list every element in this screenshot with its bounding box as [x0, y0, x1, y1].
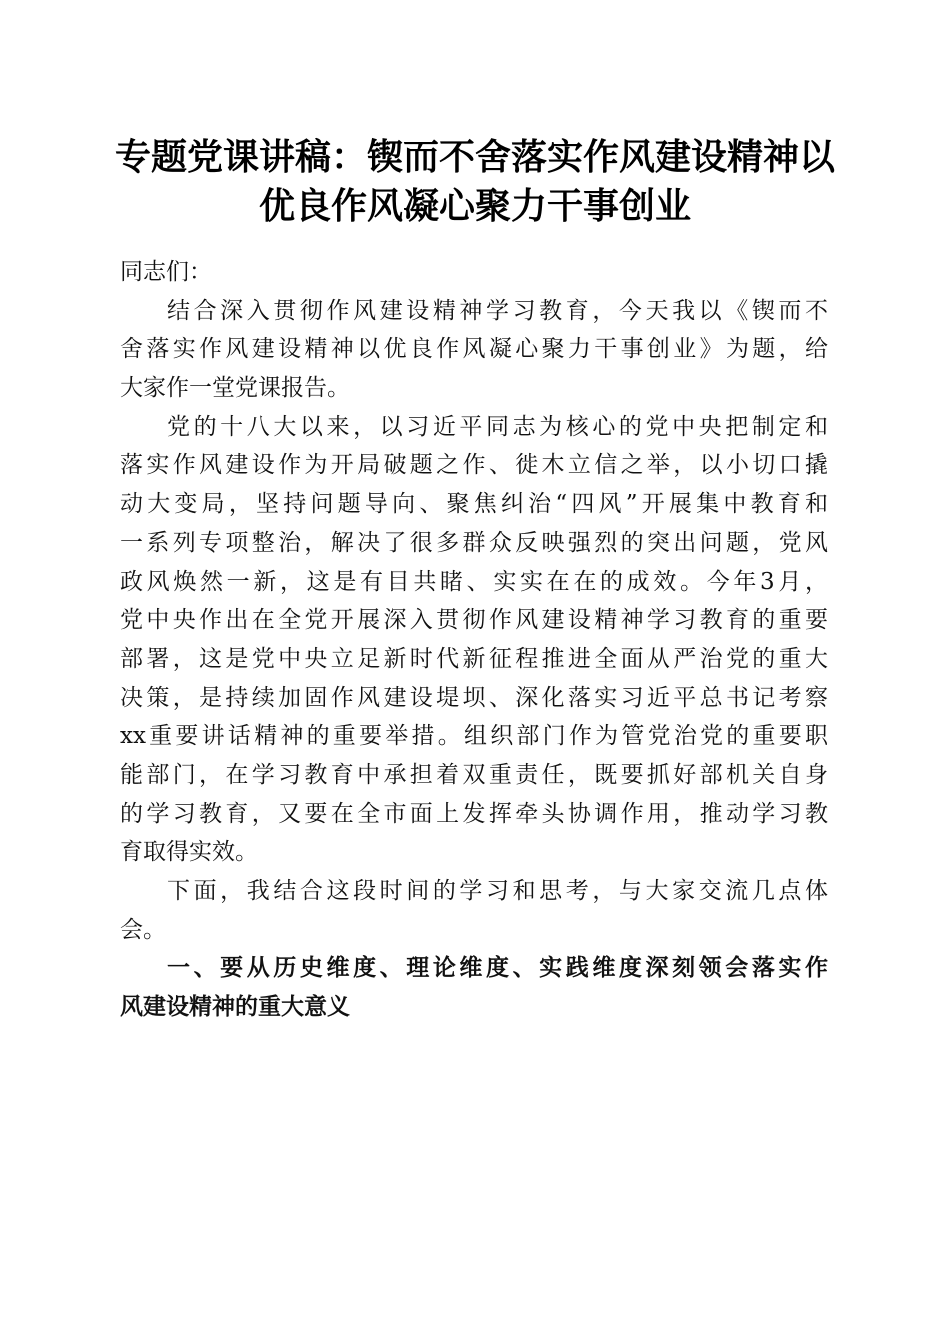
paragraph-intro: [120, 292, 828, 408]
paragraph-line: 大家作一堂党课报告。: [120, 375, 350, 402]
paragraph-transition: [120, 872, 828, 949]
paragraph-line: 舍落实作风建设精神以优良作风凝心聚力干事创业》为题，给: [120, 336, 828, 363]
section-heading-1: [120, 949, 828, 1026]
document-body: [120, 253, 828, 1027]
paragraph-line: 结合深入贯彻作风建设精神学习教育，今天我以《锲而不: [167, 297, 828, 324]
section-heading-line: 一、要从历史维度、理论维度、实践维度深刻领会落实作: [167, 955, 828, 982]
paragraph-line: 能部门，在学习教育中承担着双重责任，既要抓好部机关自身: [120, 761, 828, 788]
paragraph-line: 的学习教育，又要在全市面上发挥牵头协调作用，推动学习教: [120, 800, 828, 827]
salutation: [120, 253, 828, 292]
section-heading-line: 风建设精神的重大意义: [120, 994, 350, 1021]
paragraph-line: 党中央作出在全党开展深入贯彻作风建设精神学习教育的重要: [120, 607, 828, 634]
paragraph-line: 会。: [120, 916, 166, 943]
paragraph-line: xx重要讲话精神的重要举措。组织部门作为管党治党的重要职: [120, 723, 828, 750]
document-title-line-2: 优良作风凝心聚力干事创业: [258, 185, 691, 227]
paragraph-line: 下面，我结合这段时间的学习和思考，与大家交流几点体: [167, 878, 828, 904]
paragraph-line: 决策，是持续加固作风建设堤坝、深化落实习近平总书记考察: [120, 684, 828, 711]
paragraph-background: [120, 408, 828, 872]
document-title-line-1: 专题党课讲稿：锲而不舍落实作风建设精神以: [114, 136, 835, 178]
paragraph-line: 一系列专项整治，解决了很多群众反映强烈的突出问题，党风: [120, 529, 828, 556]
paragraph-line: 落实作风建设作为开局破题之作、徙木立信之举，以小切口撬: [120, 452, 828, 479]
paragraph-line: 育取得实效。: [120, 839, 258, 866]
paragraph-line: 部署，这是党中央立足新时代新征程推进全面从严治党的重大: [120, 645, 828, 672]
paragraph-line: 政风焕然一新，这是有目共睹、实实在在的成效。今年3月，: [120, 568, 828, 595]
paragraph-line: 动大变局，坚持问题导向、聚焦纠治“四风”开展集中教育和: [120, 491, 828, 518]
salutation-text: 同志们：: [120, 259, 212, 285]
paragraph-line: 党的十八大以来，以习近平同志为核心的党中央把制定和: [167, 413, 828, 440]
